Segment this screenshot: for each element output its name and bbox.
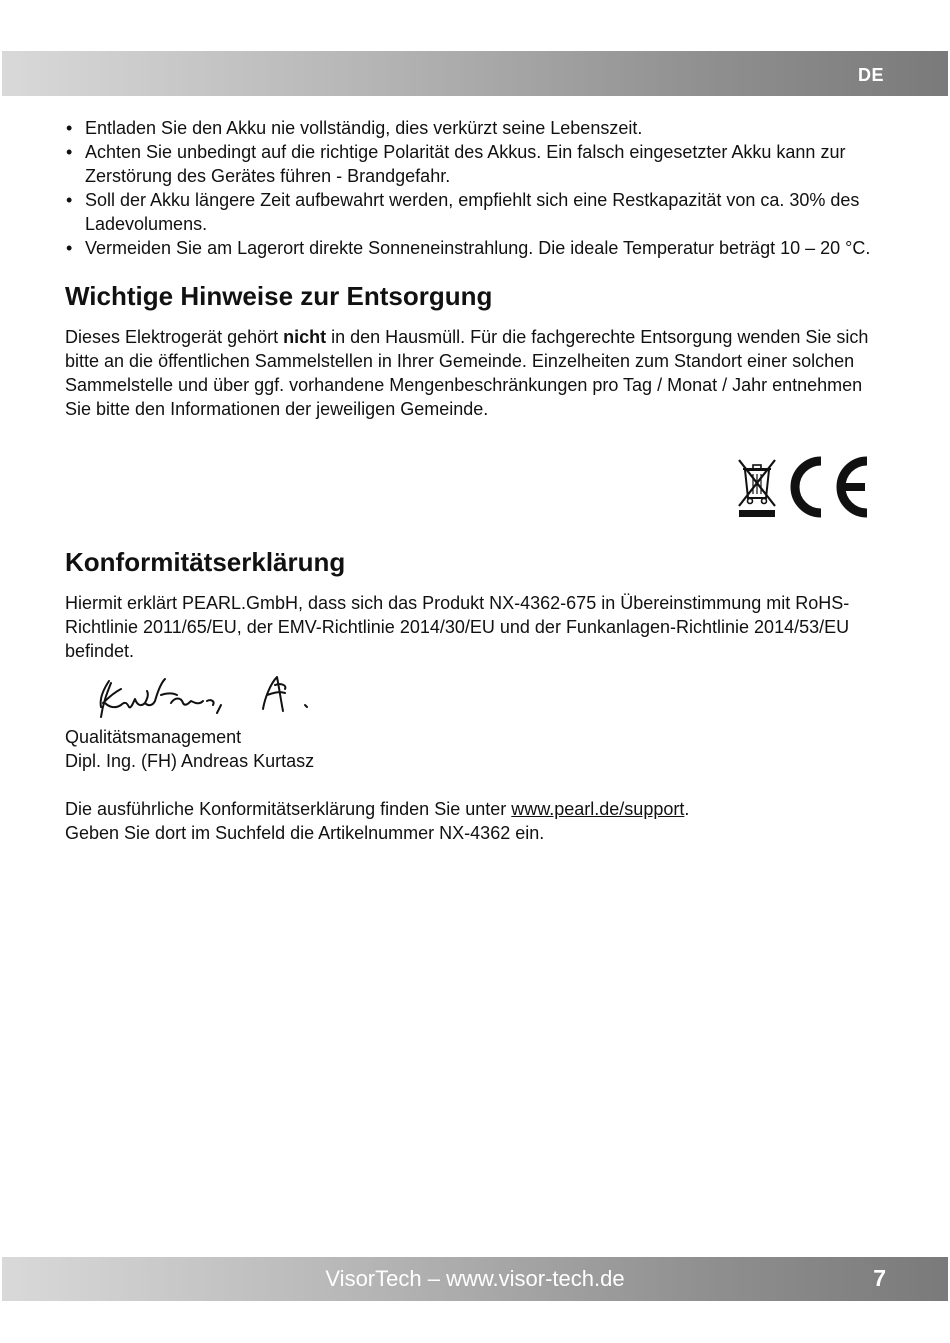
spacer bbox=[65, 773, 887, 797]
bullet-icon: • bbox=[66, 118, 73, 138]
handwritten-signature-icon bbox=[87, 673, 327, 723]
signer-role: Qualitätsmanagement bbox=[65, 727, 242, 747]
signer-name: Dipl. Ing. (FH) Andreas Kurtasz bbox=[65, 751, 315, 771]
search-hint: Geben Sie dort im Suchfeld die Artikelnummer NX-4362 ein. bbox=[65, 823, 545, 843]
bullet-icon: • bbox=[66, 238, 73, 258]
footer-bar bbox=[2, 1257, 948, 1301]
signature bbox=[65, 663, 887, 725]
list-item bbox=[65, 140, 887, 188]
conformity-heading: Konformitätserklärung bbox=[65, 547, 346, 577]
certification-marks bbox=[65, 421, 887, 546]
list-item bbox=[65, 236, 887, 260]
disposal-text-before: Dieses Elektrogerät gehört bbox=[65, 327, 284, 347]
language-label: DE bbox=[857, 65, 884, 85]
bullet-icon: • bbox=[66, 190, 73, 210]
conformity-paragraph: Hiermit erklärt PEARL.GmbH, dass sich das Produkt NX-4362-675 in Übereinstimmung mit RoHS-Richtlinie 2011/65/EU, der EMV-Richtlinie 2014/30/EU und der Funkanlagen-Richtlinie 2014/53/EU befindet. bbox=[65, 593, 850, 661]
bullet-icon: • bbox=[66, 142, 73, 162]
weee-crossed-bin-icon bbox=[735, 456, 779, 518]
disposal-heading: Wichtige Hinweise zur Entsorgung bbox=[65, 281, 493, 311]
list-item-text: Achten Sie unbedingt auf die richtige Polarität des Akkus. Ein falsch eingesetzter Akku kann zur Zerstörung des Gerätes führen - Brandgefahr. bbox=[85, 142, 846, 186]
page-number: 7 bbox=[873, 1265, 886, 1291]
details-prefix: Die ausführliche Konformitätserklärung finden Sie unter bbox=[65, 799, 512, 819]
details-suffix: . bbox=[684, 799, 690, 819]
list-item bbox=[65, 188, 887, 236]
list-item bbox=[65, 116, 887, 140]
list-item-text: Vermeiden Sie am Lagerort direkte Sonneneinstrahlung. Die ideale Temperatur beträgt 10 – 20 °C. bbox=[85, 238, 871, 258]
details-line bbox=[65, 797, 887, 821]
support-link[interactable]: www.pearl.de/support bbox=[511, 799, 685, 819]
page-content bbox=[65, 116, 887, 845]
footer-text: VisorTech – www.visor-tech.de bbox=[325, 1266, 625, 1291]
list-item-text: Entladen Sie den Akku nie vollständig, dies verkürzt seine Lebenszeit. bbox=[85, 118, 643, 138]
battery-notes-list bbox=[65, 116, 887, 260]
list-item-text: Soll der Akku längere Zeit aufbewahrt werden, empfiehlt sich eine Restkapazität von ca. 30% des Ladevolumens. bbox=[85, 190, 860, 234]
ce-mark-icon bbox=[783, 455, 871, 519]
disposal-text-bold: nicht bbox=[283, 327, 327, 347]
header-bar bbox=[2, 51, 948, 96]
disposal-paragraph bbox=[65, 325, 887, 421]
disposal-text-after: in den Hausmüll. Für die fachgerechte Entsorgung wenden Sie sich bitte an die öffentlichen Sammelstellen in Ihrer Gemeinde. Einzelheiten zum Standort einer solchen Sammelstelle und über ggf. vorhandene Mengenbeschränkungen pro Tag / Monat / Jahr entnehmen Sie bitte den Informationen der jeweiligen Gemeinde. bbox=[65, 327, 869, 419]
